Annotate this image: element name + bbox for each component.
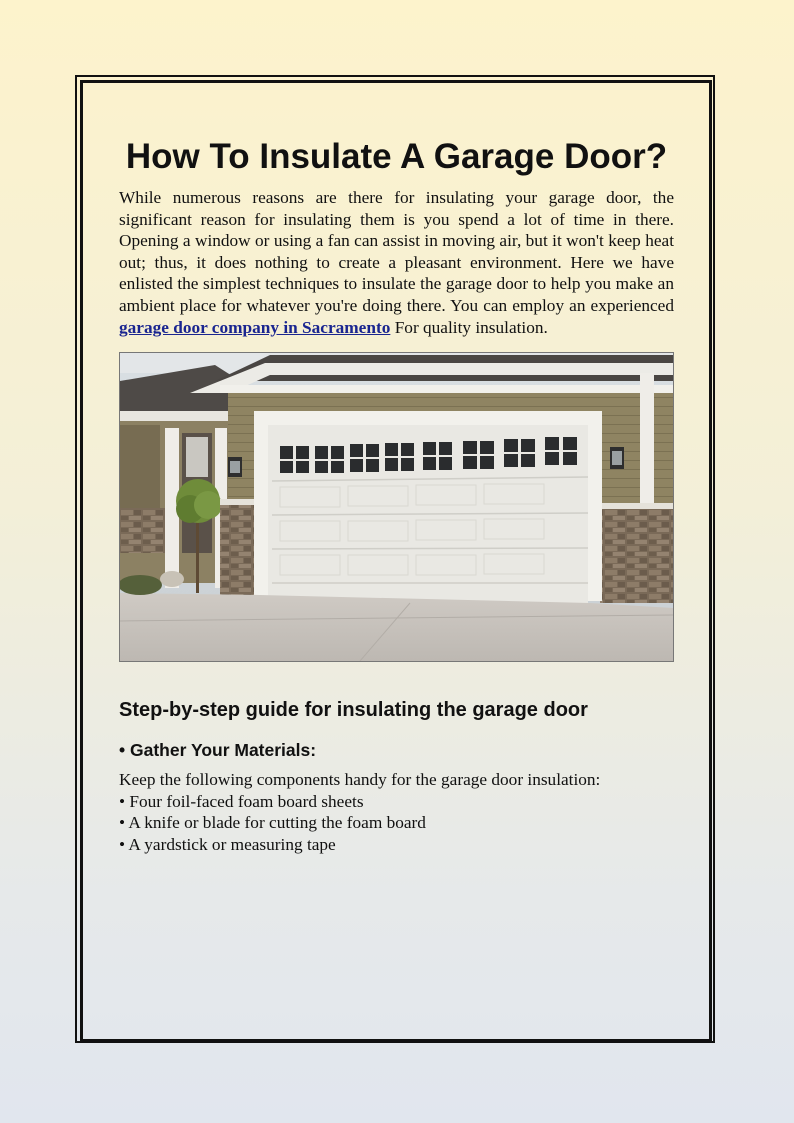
list-item: • A yardstick or measuring tape bbox=[119, 834, 336, 854]
list-item: • A knife or blade for cutting the foam board bbox=[119, 813, 426, 833]
garage-door-company-link[interactable]: garage door company in Sacramento bbox=[119, 317, 391, 337]
garage-door-photo bbox=[119, 352, 674, 662]
page-title: How To Insulate A Garage Door? bbox=[125, 137, 668, 176]
guide-heading: Step-by-step guide for insulating the garage door bbox=[119, 699, 588, 722]
materials-intro: Keep the following components handy for the garage door insulation: bbox=[119, 770, 601, 790]
intro-text-after-link: For quality insulation. bbox=[390, 317, 548, 337]
intro-text-before-link: While numerous reasons are there for insulating your garage door, the significant reason for insulating them is you spend a lot of time in there. Opening a window or using a fan can assist in moving air, but it won't keep heat out; thus, it does nothing to create a pleasant environment. Here we have enlisted the simplest techniques to insulate the garage door to help you make an ambient place for whatever you're doing there. You can employ an experienced bbox=[119, 188, 674, 315]
article bbox=[119, 135, 674, 856]
intro-paragraph bbox=[119, 187, 674, 338]
materials-heading: • Gather Your Materials: bbox=[119, 740, 317, 761]
list-item: • Four foil-faced foam board sheets bbox=[119, 791, 364, 811]
